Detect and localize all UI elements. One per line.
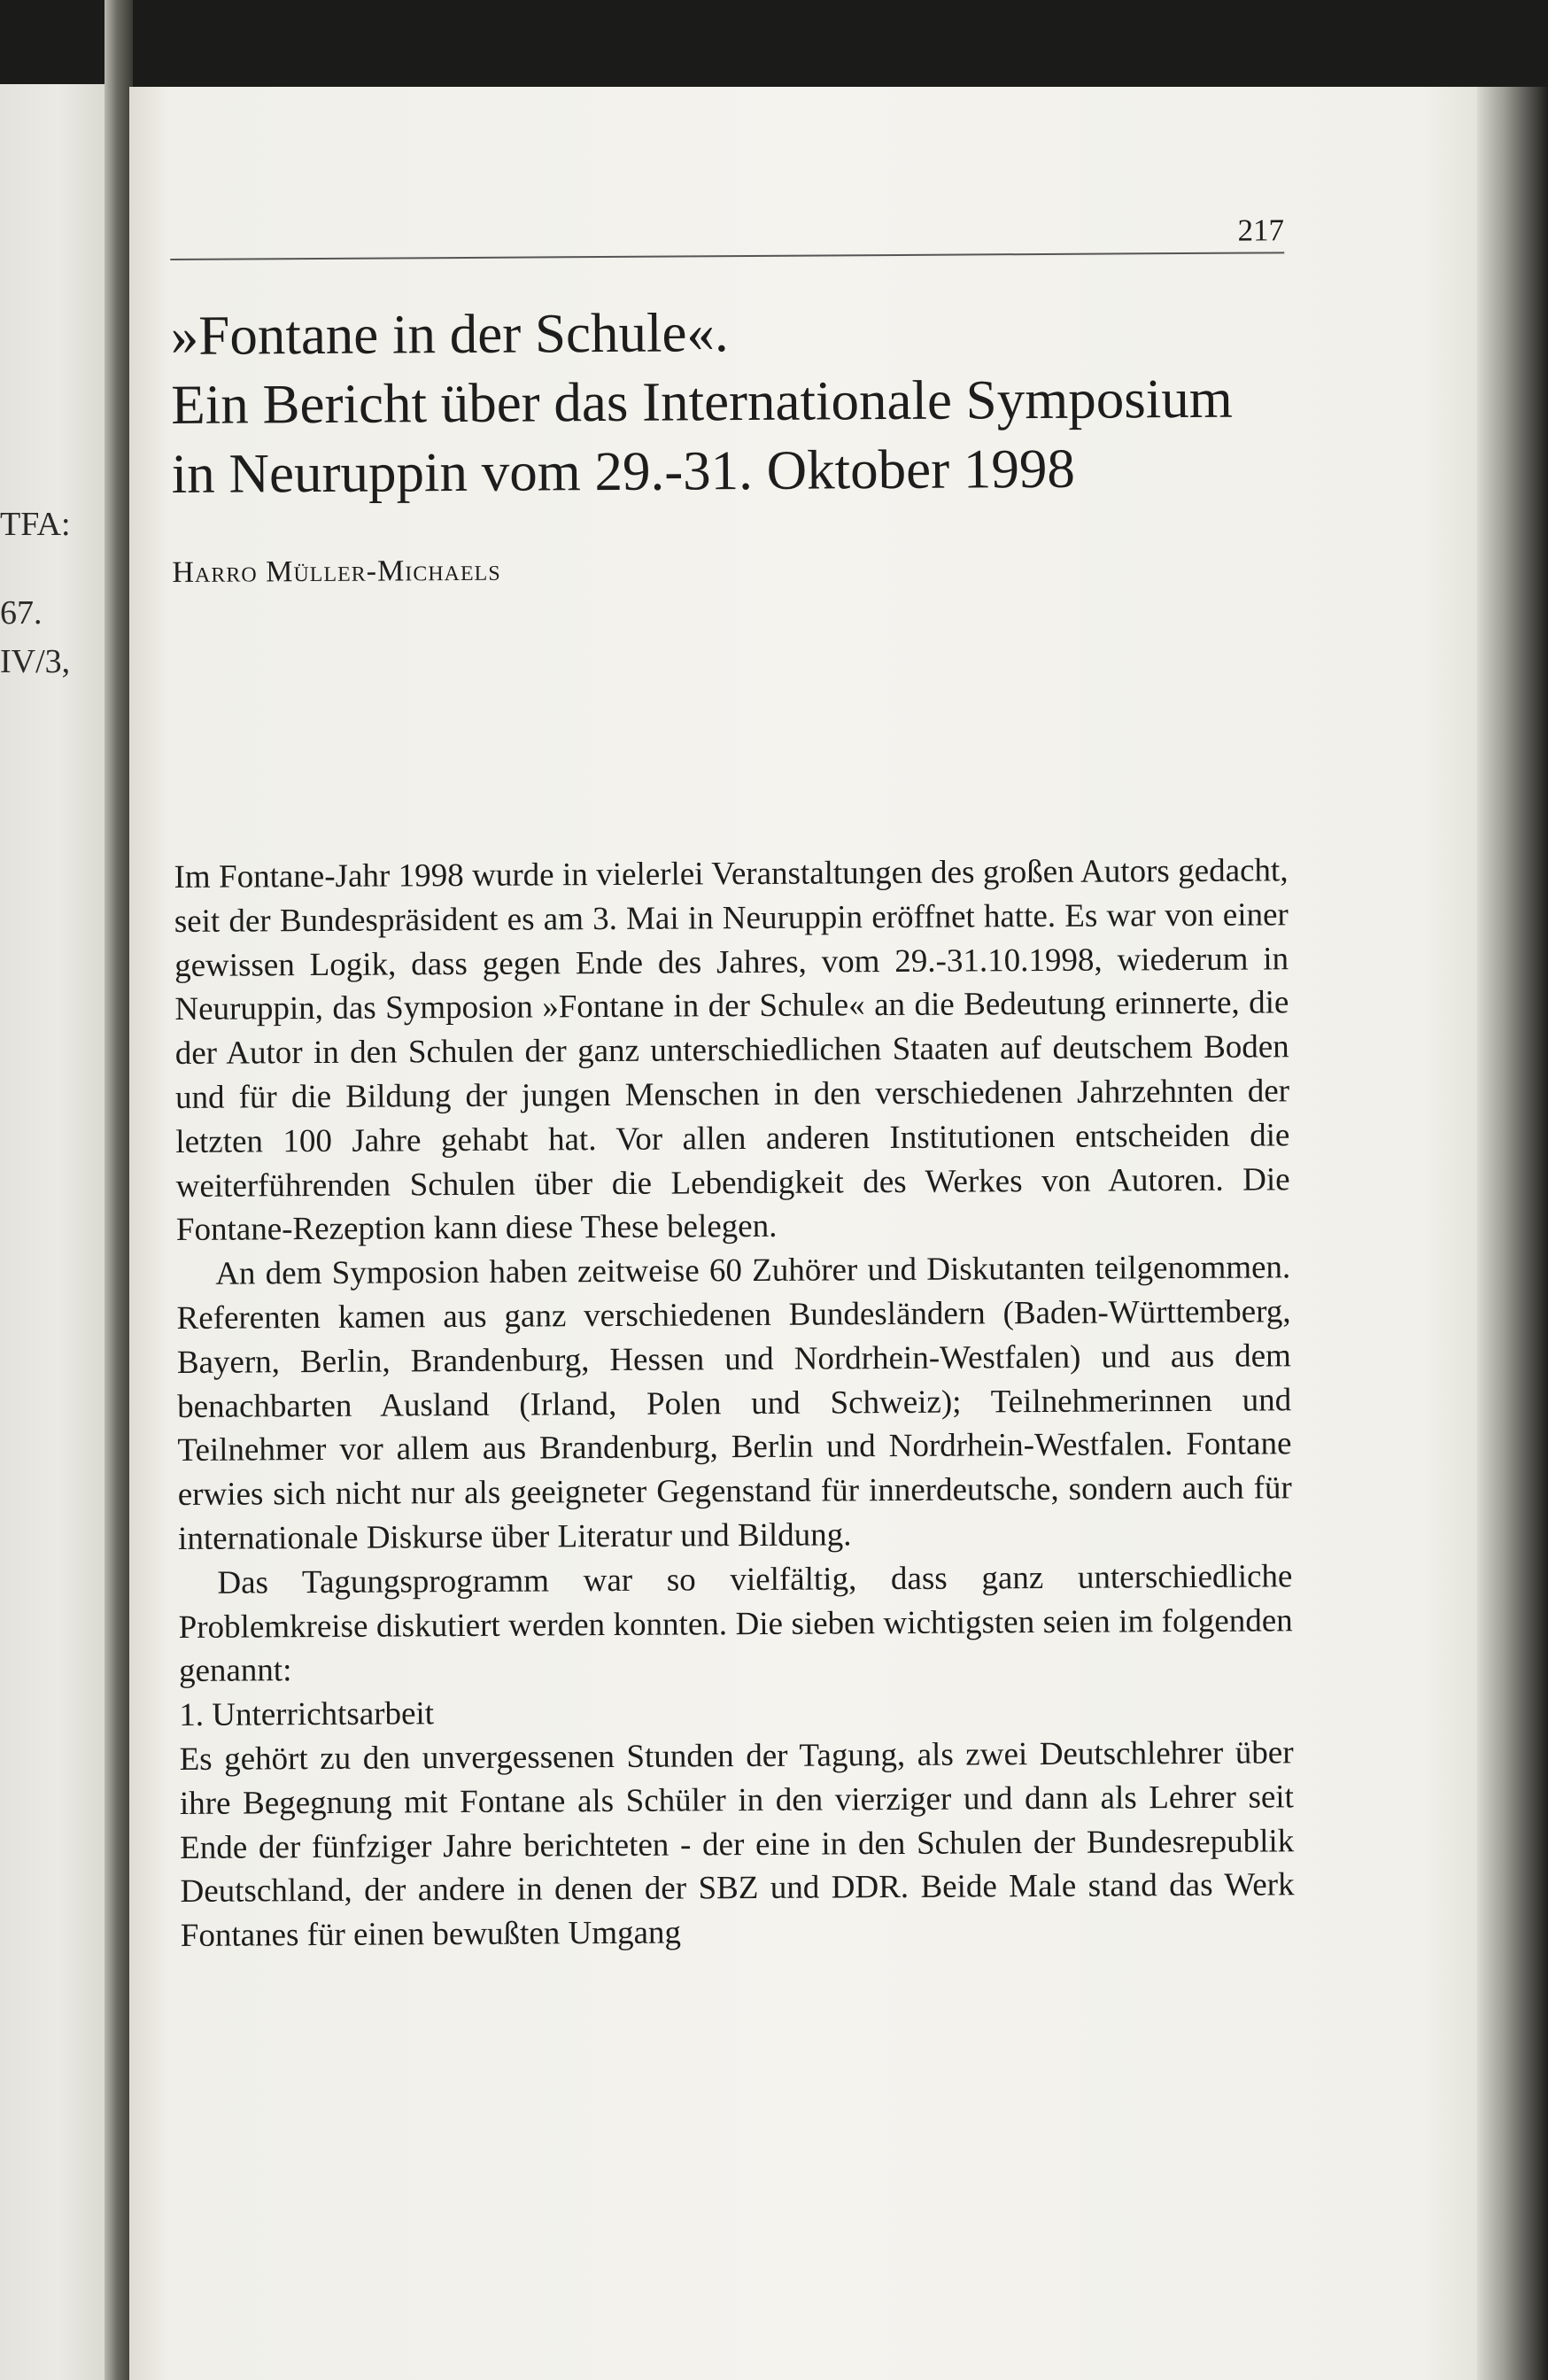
- body-paragraph: Das Tagungsprogramm war so vielfältig, dass ganz unterschiedliche Problemkreise diskutiert werden konnten. Die sieben wichtigsten seien im folgenden genannt:: [178, 1558, 1293, 1690]
- previous-page-fragment: IV/3,: [0, 643, 71, 680]
- previous-page-fragment: 67.: [0, 594, 43, 632]
- article-body: [174, 849, 1295, 1958]
- article-title: [171, 294, 1286, 508]
- author-name: Harro Müller-Michaels: [172, 554, 501, 589]
- body-paragraph: Im Fontane-Jahr 1998 wurde in vielerlei Veranstaltungen des großen Autors gedacht, seit der Bundespräsident es am 3. Mai in Neuruppin eröffnet hatte. Es war von einer gewissen Logik, dass gegen Ende des Jahres, vom 29.-31.10.1998, wiederum in Neuruppin, das Symposion »Fontane in der Schule« an die Bedeutung erinnerte, die der Autor in den Schulen der ganz unterschiedlichen Staaten auf deutschem Boden und für die Bildung der jungen Menschen in den verschiedenen Jahrzehnten der letzten 100 Jahre gehabt hat. Vor allen anderen Institutionen entscheiden die weiterführenden Schulen über die Lebendigkeit des Werkes von Autoren. Die Fontane-Rezeption kann diese These belegen.: [174, 852, 1290, 1249]
- body-paragraph: Es gehört zu den unvergessenen Stunden der Tagung, als zwei Deutschlehrer über ihre Begegnung mit Fontane als Schüler in den vierziger und dann als Lehrer seit Ende der fünfziger Jahre berichteten - der eine in den Schulen der Bundesrepublik Deutschland, der andere in denen der SBZ und DDR. Beide Male stand das Werk Fontanes für einen bewußten Umgang: [179, 1734, 1295, 1955]
- title-line: Ein Bericht über das Internationale Symposium: [171, 367, 1233, 436]
- previous-page-edge: [0, 84, 106, 2380]
- page-number: 217: [1237, 213, 1285, 248]
- section-heading: 1. Unterrichtsarbeit: [179, 1695, 435, 1734]
- body-paragraph: An dem Symposion haben zeitweise 60 Zuhörer und Diskutanten teilgenommen. Referenten kamen aus ganz verschiedenen Bundesländern (Baden-Württemberg, Bayern, Berlin, Brandenburg, Hessen und Nordrhein-Westfalen) und aus dem benachbarten Ausland (Irland, Polen und Schweiz); Teilnehmerinnen und Teilnehmer vor allem aus Brandenburg, Berlin und Nordrhein-Westfalen. Fontane erwies sich nicht nur als geeigneter Gegenstand für innerdeutsche, sondern auch für internationale Diskurse über Literatur und Bildung.: [176, 1249, 1292, 1557]
- previous-page-fragment: TFA:: [0, 506, 71, 543]
- title-line: in Neuruppin vom 29.-31. Oktober 1998: [171, 437, 1076, 505]
- title-line: »Fontane in der Schule«.: [170, 301, 729, 367]
- page-edge-shadow: [1477, 87, 1548, 2380]
